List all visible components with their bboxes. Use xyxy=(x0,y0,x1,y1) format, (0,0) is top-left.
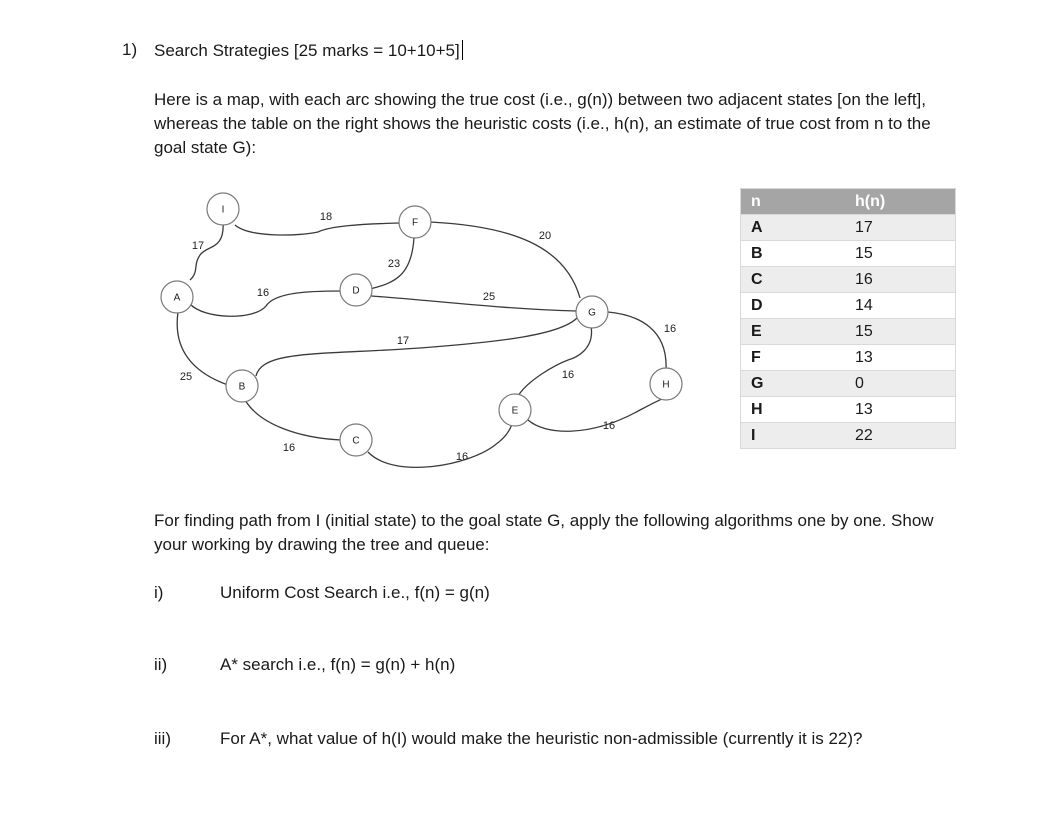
table-row xyxy=(741,215,956,241)
row-h: 0 xyxy=(837,371,956,397)
table-row xyxy=(741,319,956,345)
table-row xyxy=(741,423,956,449)
row-h: 16 xyxy=(837,267,956,293)
row-h: 15 xyxy=(837,241,956,267)
edge-cost-i-a: 17 xyxy=(191,239,205,252)
edge-b-g xyxy=(256,318,577,376)
item-text: For A*, what value of h(I) would make the heuristic non-admissible (currently it is 22)? xyxy=(220,729,863,748)
edge-cost-e-h: 16 xyxy=(602,419,616,432)
row-h: 15 xyxy=(837,319,956,345)
row-h: 13 xyxy=(837,397,956,423)
table-row xyxy=(741,345,956,371)
row-h: 13 xyxy=(837,345,956,371)
node-label-c: C xyxy=(352,435,360,447)
question-number: 1) xyxy=(122,40,138,59)
table-row xyxy=(741,371,956,397)
row-node: D xyxy=(741,293,838,319)
edge-cost-d-g: 25 xyxy=(482,290,496,303)
intro-paragraph: Here is a map, with each arc showing the true cost (i.e., g(n)) between two adjacent states [on the left], whereas the table on the right shows the heuristic costs (i.e., h(n), an estimate of true cost from n to the goal state G): xyxy=(154,90,931,157)
item-numeral: ii) xyxy=(154,655,168,674)
node-label-i: I xyxy=(221,204,225,216)
node-label-g: G xyxy=(588,307,596,319)
node-label-a: A xyxy=(173,292,181,304)
row-node: E xyxy=(741,319,838,345)
edge-d-g xyxy=(371,296,577,311)
table-row xyxy=(741,241,956,267)
edge-g-h xyxy=(608,312,666,370)
edge-f-g xyxy=(430,222,580,298)
item-numeral: i) xyxy=(154,583,164,602)
row-node: G xyxy=(741,371,838,397)
edge-cost-b-g: 17 xyxy=(396,334,410,347)
edge-e-h xyxy=(528,397,666,431)
edge-c-e xyxy=(368,424,512,467)
heuristic-table-header xyxy=(741,189,956,215)
item-text: A* search i.e., f(n) = g(n) + h(n) xyxy=(220,655,456,674)
node-label-b: B xyxy=(238,381,246,393)
table-row xyxy=(741,293,956,319)
edge-cost-f-g: 20 xyxy=(538,229,552,242)
edge-cost-b-c: 16 xyxy=(282,441,296,454)
row-node: H xyxy=(741,397,838,423)
edge-cost-c-e: 16 xyxy=(455,450,469,463)
header-h: h(n) xyxy=(837,189,956,215)
state-graph xyxy=(0,0,740,480)
node-label-f: F xyxy=(411,217,419,229)
question-title: Search Strategies [25 marks = 10+10+5] xyxy=(154,41,460,60)
row-h: 14 xyxy=(837,293,956,319)
row-h: 22 xyxy=(837,423,956,449)
row-h: 17 xyxy=(837,215,956,241)
item-text: Uniform Cost Search i.e., f(n) = g(n) xyxy=(220,583,490,602)
instructions-paragraph: For finding path from I (initial state) to the goal state G, apply the following algorithms one by one. Show your working by drawing the tree and queue: xyxy=(154,511,934,554)
edge-b-c xyxy=(245,400,341,440)
row-node: I xyxy=(741,423,838,449)
edge-i-f xyxy=(235,223,400,235)
edge-cost-g-e: 16 xyxy=(561,368,575,381)
heuristic-table xyxy=(740,188,956,449)
edge-cost-d-f: 23 xyxy=(387,257,401,270)
item-numeral: iii) xyxy=(154,729,171,748)
edge-cost-i-f: 18 xyxy=(319,210,333,223)
table-row xyxy=(741,397,956,423)
node-label-d: D xyxy=(352,285,360,297)
table-row xyxy=(741,267,956,293)
node-label-e: E xyxy=(511,405,519,417)
header-n: n xyxy=(741,189,838,215)
row-node: B xyxy=(741,241,838,267)
row-node: A xyxy=(741,215,838,241)
edge-cost-a-d: 16 xyxy=(256,286,270,299)
row-node: C xyxy=(741,267,838,293)
row-node: F xyxy=(741,345,838,371)
node-label-h: H xyxy=(662,379,670,391)
edge-cost-a-b: 25 xyxy=(179,370,193,383)
edge-cost-g-h: 16 xyxy=(663,322,677,335)
